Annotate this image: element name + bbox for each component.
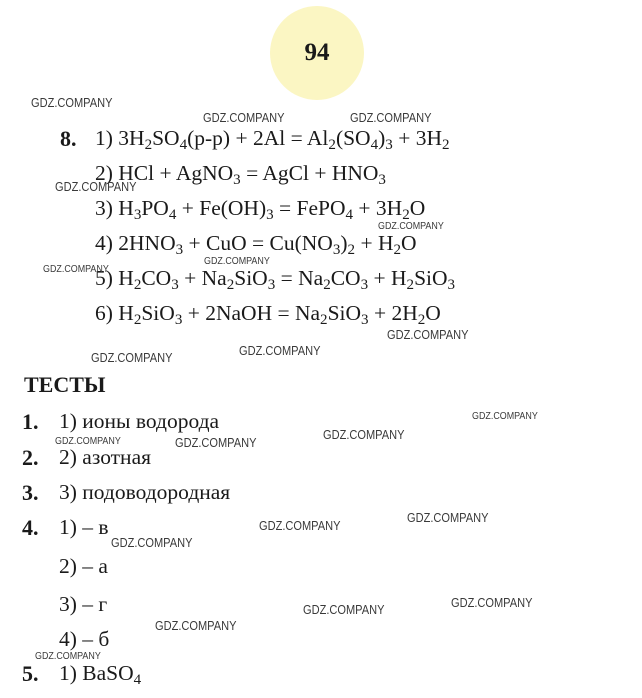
test-answer: 2) азотная [59,445,151,469]
page-number-badge [270,6,364,100]
reaction-4: 4) $2HNO_3$ + CuO = $Cu(NO_3)_2 + H_2O$ [95,231,417,258]
watermark: GDZ.COMPANY [55,435,121,447]
watermark: GDZ.COMPANY [91,350,173,365]
test-number: 5. [22,661,39,686]
watermark: GDZ.COMPANY [350,110,432,125]
test-answer: 1) BaSO$_4$ [59,661,142,688]
watermark: GDZ.COMPANY [303,602,385,617]
watermark: GDZ.COMPANY [31,95,113,110]
watermark: GDZ.COMPANY [55,179,137,194]
watermark: GDZ.COMPANY [239,343,321,358]
test-answer: 1) ионы водорода [59,409,220,433]
watermark: GDZ.COMPANY [407,510,489,525]
reaction-1: 1) $3H_2SO_4(р-р) + 2Al = Al_2(SO_4)_3 + 3H_2$ [95,126,450,153]
test-4-sub-2: 3) – г [59,592,108,616]
watermark: GDZ.COMPANY [111,535,193,550]
reaction-2: 2) HCl + AgNO$_3$ = AgCl + $HNO_3$ [95,161,386,188]
watermark: GDZ.COMPANY [451,595,533,610]
watermark: GDZ.COMPANY [387,327,469,342]
test-number: 4. [22,515,39,540]
test-4-sub-1: 2) – а [59,554,108,578]
watermark: GDZ.COMPANY [472,410,538,422]
watermark: GDZ.COMPANY [203,110,285,125]
reaction-6: 6) $H_2SiO_3$ + 2NaOH = $Na_2SiO_3 + 2H_2O$ [95,301,441,328]
test-answer: 3) подоводородная [59,480,231,504]
test-number: 3. [22,480,39,505]
test-answer: 1) – в [59,515,109,539]
watermark: GDZ.COMPANY [259,518,341,533]
test-4-sub-3: 4) – б [59,627,110,651]
test-item-2 [22,445,151,470]
watermark: GDZ.COMPANY [204,255,270,267]
reaction-3: 3) $H_3PO_4 + Fe(OH)_3$ = FePO$_4$ + $3H_2O$ [95,196,426,223]
task-8-number: 8. [60,126,77,151]
test-number: 2. [22,445,39,470]
watermark: GDZ.COMPANY [378,220,444,232]
test-item-1 [22,409,220,434]
test-item-5 [22,661,142,688]
test-item-4 [22,515,109,540]
tests-heading: ТЕСТЫ [24,372,106,397]
watermark: GDZ.COMPANY [155,618,237,633]
watermark: GDZ.COMPANY [43,263,109,275]
page-number: 94 [304,39,330,66]
test-number: 1. [22,409,39,434]
watermark: GDZ.COMPANY [323,427,405,442]
watermark: GDZ.COMPANY [35,650,101,662]
watermark: GDZ.COMPANY [175,435,257,450]
reaction-5: 5) $H_2CO_3 + Na_2SiO_3 = Na_2CO_3 + H_2SiO_3$ [95,266,456,293]
test-item-3 [22,480,231,505]
